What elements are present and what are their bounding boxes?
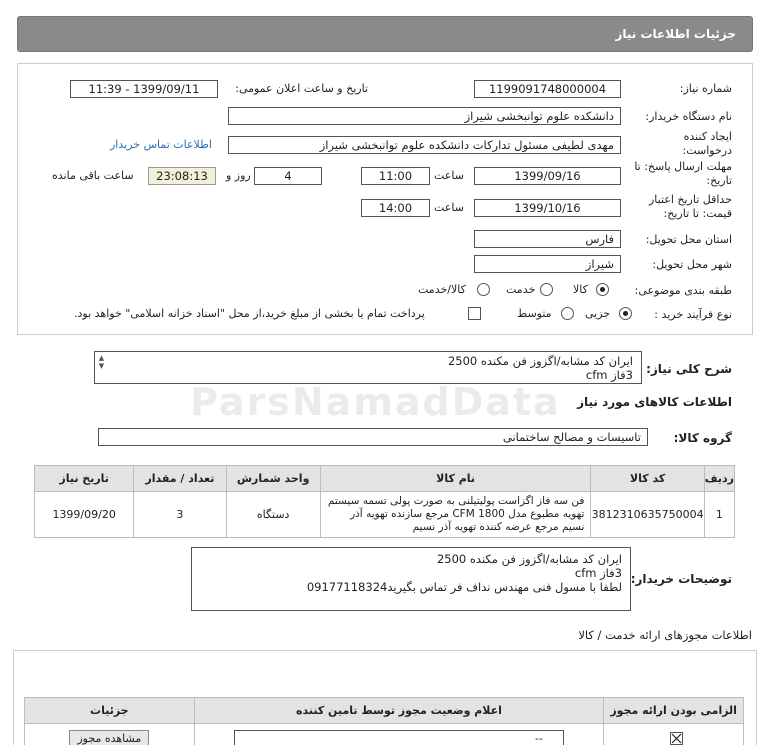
view-permit-button[interactable]: مشاهده مجوز	[69, 730, 149, 745]
table-row	[35, 492, 735, 538]
treasury-payment-note: پرداخت تمام یا بخشی از مبلغ خرید،از محل "اسناد خزانه اسلامی" خواهد بود.	[74, 307, 425, 320]
province-field: فارس	[474, 230, 621, 248]
x-mark-icon	[671, 733, 682, 744]
deadline-time-field: 11:00	[361, 167, 430, 185]
buyer-org-label: نام دستگاه خریدار:	[645, 110, 732, 123]
col-required: الزامی بودن ارائه مجوز	[604, 698, 744, 724]
col-qty: تعداد / مقدار	[134, 466, 226, 492]
goods-group-field: تاسیسات و مصالح ساختمانی	[98, 428, 648, 446]
deadline-label: مهلت ارسال پاسخ: تا تاریخ:	[634, 160, 732, 187]
category-radio-goods[interactable]	[596, 283, 609, 296]
row-name: فن سه فاز اگزاست پولیتیلنی به صورت پولی تسمه سیستم تهویه مطبوع مدل CFM 1800 مرجع سازنده تهویه آذر نسیم مرجع عرضه کننده تهویه آذر نسیم	[320, 492, 591, 538]
buyer-notes-line-3: لطفا با مسول فنی مهندس نداف فر تماس بگیرید09177118324	[306, 580, 622, 594]
category-radio-service[interactable]	[540, 283, 553, 296]
permits-table-header	[25, 698, 744, 724]
category-option-goods-service: کالا/خدمت	[418, 283, 466, 296]
days-field: 4	[254, 167, 322, 185]
goods-group-label: گروه کالا:	[673, 431, 732, 445]
category-label: طبقه بندی موضوعی:	[634, 284, 732, 297]
row-code: 3812310635750004	[591, 492, 704, 538]
permit-status-select[interactable]	[234, 730, 564, 745]
col-details: جزئیات	[25, 698, 195, 724]
goods-section-title: اطلاعات کالاهای مورد نیاز	[577, 395, 732, 409]
buyer-notes-line-2: 3فاز cfm	[574, 566, 622, 580]
col-date: تاریخ نیاز	[35, 466, 134, 492]
need-number-label: شماره نیاز:	[679, 82, 732, 95]
announce-label: تاریخ و ساعت اعلان عمومی:	[235, 82, 368, 95]
permits-table	[24, 697, 744, 745]
col-name: نام کالا	[320, 466, 591, 492]
row-index: 1	[704, 492, 734, 538]
permits-section-title: اطلاعات مجوزهای ارائه خدمت / کالا	[578, 628, 752, 642]
page-title: جزئیات اطلاعات نیاز	[615, 27, 736, 41]
days-label: روز و	[226, 169, 251, 182]
remaining-time-field: 23:08:13	[148, 167, 216, 185]
process-radio-minor[interactable]	[619, 307, 632, 320]
row-date: 1399/09/20	[35, 492, 134, 538]
col-index: ردیف	[704, 466, 734, 492]
scroll-arrows-icon[interactable]: ▲ ▼	[98, 354, 105, 370]
goods-table	[34, 465, 735, 538]
permit-status-value: --	[535, 731, 543, 745]
need-number-field: 1199091748000004	[474, 80, 621, 98]
category-option-goods: کالا	[573, 283, 588, 296]
page-header	[17, 16, 753, 52]
col-unit: واحد شمارش	[226, 466, 320, 492]
table-row	[25, 724, 744, 745]
category-radio-goods-service[interactable]	[477, 283, 490, 296]
col-code: کد کالا	[591, 466, 704, 492]
creator-label: ایجاد کننده درخواست:	[682, 130, 732, 157]
buyer-notes-line-1: ایران کد مشابه/اگزوز فن مکنده 2500	[436, 552, 622, 566]
row-qty: 3	[134, 492, 226, 538]
validity-time-label: ساعت	[434, 201, 464, 214]
remaining-label: ساعت باقی مانده	[52, 169, 134, 182]
summary-line-2: 3فاز cfm	[585, 368, 633, 382]
validity-date-field: 1399/10/16	[474, 199, 621, 217]
col-status: اعلام وضعیت مجوز توسط تامین کننده	[194, 698, 604, 724]
summary-line-1: ایران کد مشابه/اگزوز فن مکنده 2500	[447, 354, 633, 368]
buyer-notes-box	[191, 547, 631, 611]
process-label: نوع فرآیند خرید :	[654, 308, 732, 321]
announce-field: 1399/09/11 - 11:39	[70, 80, 218, 98]
province-label: استان محل تحویل:	[645, 233, 732, 246]
row-unit: دستگاه	[226, 492, 320, 538]
watermark: ParsNamadData	[190, 380, 561, 424]
buyer-notes-label: توضیحات خریدار:	[630, 572, 732, 586]
validity-time-field: 14:00	[361, 199, 430, 217]
deadline-time-label: ساعت	[434, 169, 464, 182]
required-checkbox[interactable]	[670, 732, 683, 745]
city-field: شیراز	[474, 255, 621, 273]
process-option-minor: جزیی	[585, 307, 611, 320]
creator-field: مهدی لطیفی مسئول تدارکات دانشکده علوم توانبخشی شیراز	[228, 136, 621, 154]
city-label: شهر محل تحویل:	[652, 258, 732, 271]
buyer-org-field: دانشکده علوم توانبخشی شیراز	[228, 107, 621, 125]
process-radio-medium[interactable]	[561, 307, 574, 320]
category-option-service: خدمت	[506, 283, 536, 296]
validity-label: حداقل تاریخ اعتبار قیمت: تا تاریخ:	[648, 193, 732, 220]
summary-label: شرح کلی نیاز:	[646, 362, 732, 376]
process-option-medium: متوسط	[517, 307, 552, 320]
buyer-contact-link[interactable]: اطلاعات تماس خریدار	[110, 138, 212, 151]
deadline-date-field: 1399/09/16	[474, 167, 621, 185]
goods-table-header	[35, 466, 735, 492]
treasury-payment-checkbox[interactable]	[468, 307, 481, 320]
